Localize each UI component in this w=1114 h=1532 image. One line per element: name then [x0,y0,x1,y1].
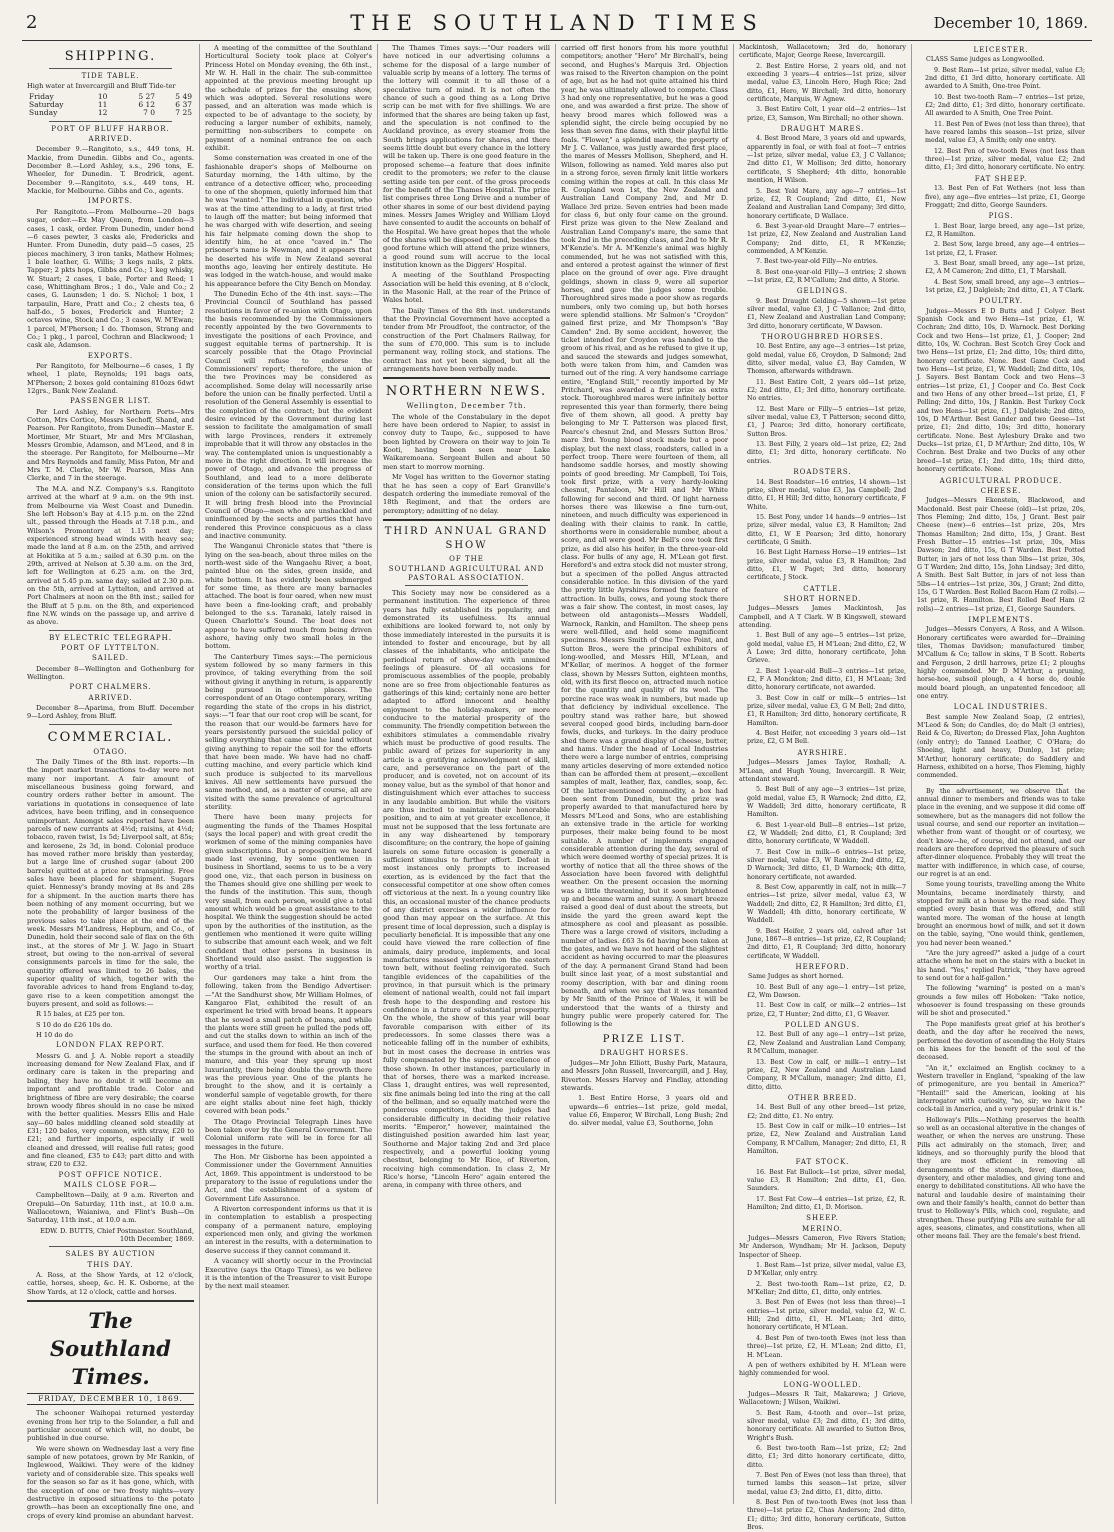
geldings-heading: GELDINGS. [796,287,849,296]
leader-dateline: FRIDAY, DECEMBER 10, 1869. [27,1393,194,1405]
post-office-heading: POST OFFICE NOTICE. [58,1170,163,1179]
draught-mares-heading: DRAUGHT MARES. [780,125,865,134]
prize-item: 4. Best Sow, small breed, any age—3 entries—1st prize, £2, J Dalgleish; 2nd ditto, £1, A T Clark. [925,278,1085,294]
article-paragraph: The Wanganui Chronicle states that "there is lying on the sea-beach, about three miles on the north-west side of the Wangaehu River, a boat, painted blue on the sides, green inside, and white bottom. It has evidently been submerged for some time, as there are many barnacles attached. The boat is four oared, when new must have been a fine-looking craft, and probably belonged to the s.s. Taranaki, lately raised in Queen Charlotte's Sound. The boat does not appear to have suffered much from being driven ashore, having only two small holes in the bottom. [205,542,372,651]
prize-item: 11. Best Pen of Ewes (not less than three), that have reared lambs this season—1st prize, silver medal, value £3, A Smith; only one entry. [925,120,1085,145]
prize-item: 10. Best Entire, any age—3 entries—1st prize, gold medal, value £6, Croydon, D Salmond; 2nd ditto, silver medal, value £3, Bay Camden, W Thomson, afterwards withdrawn. [747,343,906,376]
prize-item: 4. Best Pen of two-tooth Ewes (not less than three)—1st prize, £2, H. M'Lean; 2nd ditto, £1, H. M'Lean. [747,1334,906,1359]
sailed-heading: SAILED. [92,654,129,663]
column-6 [912,44,1090,1504]
otago-heading: OTAGO. [93,747,128,756]
sales-text: A. Ross, at the Show Yards, at 12 o'clock, cattle, horses, sheep, &c. H. K. Osborne, at the Show Yards, at 12 o'clock, cattle and horses. [27,1271,194,1296]
tide-intro: High water at Invercargill and Bluff Tide-ter [27,82,176,91]
fat-sheep-heading: FAT SHEEP. [974,174,1028,183]
prize-item: 5. Best Ram, 4-tooth and over—1st prize, silver medal, value £3; 2nd ditto, £1; 3rd ditto, honorary certificate. All awarded to Sutton Bros, Wright's Bush. [747,1409,906,1442]
polled-angus-heading: POLLED ANGUS. [784,1021,861,1030]
judges-text: Judges—Messrs James Mackintosh, Jas Campbell, and A T Clark. W B Kingswell, steward attending. [739,605,906,629]
pigs-heading: PIGS. [988,212,1014,221]
commercial-heading: COMMERCIAL. [47,729,174,745]
prize-item: 9. Best Draught Gelding—5 shown—1st prize silver medal, value £3, J C Vallance; 2nd ditto, £1, New Zealand and Australian Land Company; 3rd ditto, honorary certificate, W Dawson. [747,297,906,330]
newspaper-title: THE SOUTHLAND TIMES [350,11,764,35]
prize-item: 5. Best Yeld Mare, any age—7 entries—1st prize, £2, R Coupland; 2nd ditto, £1, New Zealand and Australian Land Company; 3rd ditto, honorary certificate, D Wallace. [747,187,906,220]
prize-item: 6. Best 3-year-old Draught Mare—7 entries—1st prize, £2, New Zealand and Australian Land Company; 2nd ditto, £1, R M'Kenzie; commended, A M'Kenzie. [747,222,906,255]
prize-item: 1. Best Boar, large breed, any age—1st prize, £2, R Hamilton. [925,222,1085,238]
prize-item: 16. Best Light Harness Horse—19 entries—1st prize, silver medal, value £3, R Hamilton; 2nd ditto, £1, W Paget; 3rd ditto, honorary certificate, J Stock. [747,549,906,582]
masthead [22,6,1092,41]
article-paragraph: The Hon. Mr Gisborne has been appointed a Commissioner under the Government Annuities Act, 1869. This appointment is understood to be preparatory to the issue of regulations under the Act, and the establishment of a system of Government Life Assurance. [205,1153,372,1203]
leader-paragraph: The schooner Waihopai returned yesterday evening from her trip to the Solander, a full and particular account of which will, no doubt, be published in due course. [27,1409,194,1443]
page-number: 2 [26,12,38,33]
prize-item: 11. Best Entire Colt, 2 years old—1st prize, £2; 2nd ditto, £1; 3rd ditto, honorary certificate. No entries. [747,378,906,403]
port-bluff-heading: PORT OF BLUFF HARBOR. [51,124,170,133]
prize-item: 1. Best Bull of any age—5 entries—1st prize, gold medal, value £5, H M'Lean; 2nd ditto, £2, W A Lowe; 3rd ditto, honorary certificate, John Grieve. [747,632,906,665]
flax-line: S 10 do do £26 10s do. [36,1020,113,1029]
flax-line: H 10 do do [36,1031,73,1040]
mails-heading: MAILS CLOSE FOR— [63,1180,158,1189]
prize-item: 11. Best Cow in calf, or milk—2 entries—1st prize, £2, T Hunter; 2nd ditto, £1, G Weaver. [747,1002,906,1018]
column-1 [22,44,200,1520]
london-flax-heading: LONDON FLAX REPORT. [56,1041,165,1050]
prize-item: 3. Best Boar, small breed, any age—1st prize, £2, A M Cameron; 2nd ditto, £1, T Marshall. [925,259,1085,276]
post-office-text: Campbelltown—Daily, at 9 a.m. Riverton and Orepuki—On Saturday, 11th inst., at 10.0 a.m. Wallacetown, Waianiwa, and Flint's Bush—On Saturday, 11th inst., at 10.0 a.m. [27,1191,194,1225]
chalmers-heading: PORT CHALMERS. [69,683,152,692]
prize-item: 4. Best Heifer, not exceeding 3 years old—1st prize, £2, G M Bell. [747,730,906,746]
article-paragraph: The following "warning" is posted on a man's grounds a few miles off Hoboken: "Take notice, whosoever is found trespassing on these grounds will be shot and prosecuted." [917,985,1085,1018]
prize-list-heading: PRIZE LIST. [602,1033,687,1045]
prize-item: 1. Best Entire Horse, 3 years old and upwards—6 entries—1st prize, gold medal, value £6, Emperor, W Birchall, Long Bush; 2nd do. silver medal, value £3, Southorne, John [569,1094,728,1128]
article-paragraph: The whole of the Constabulary in the depot here have been ordered to Napier, to assist in convoy duty to Taupo, &c., supposed to have been lighted by Crowera on their way to join Te Kooti, having been seen near Lake Waikaremoana. Sergeant Bullen and about 50 men start to morrow morning. [383,412,550,471]
other-breed-heading: OTHER BREED. [787,1093,858,1102]
telegraph-heading: BY ELECTRIC TELEGRAPH. [49,633,172,642]
article-paragraph: "Are the jury agreed?" asked a judge of a court attache whom he met on the stairs with a bucket in his hand. "Yes," replied Patrick, "they have agreed to send out for a half-gallon." [917,950,1085,983]
local-industries-text: Best sample New Zealand Soap, (2 entries), M'Leod & Son; do Candles, do; do Malt (3 entries), Reid & Co, Riverton; do Dressed Flax, John Aughton (only entry); do Tanned Leather, C O'Hara; do Shoeing, light and heavy, Dunlop, 1st prize; M'Arthur, honorary certificate; do Saddlery and Harness, exhibited on a horse, Thos Fleming, highly commended. [917,713,1085,780]
agricultural-produce-heading: AGRICULTURAL PRODUCE. [939,476,1063,485]
prize-item: 7. Best Cow in milk—6 entries—1st prize, silver medal, value £3, W Rankin; 2nd ditto, £2, D Warnock; 3rd ditto, £1, D Warnock; 4th ditto, honorary certificate, not awarded. [747,848,906,881]
prize-item: 12. Best Pen of two-tooth Ewes (not less than three)—1st prize, silver medal, value £2; 2nd ditto, £1; 3rd ditto, honorary certificate. No entry. [925,147,1085,172]
article-paragraph: A Riverton correspondent informs us that it is in contemplation to establish a prospecting company of a permanent nature, employing experienced men only, and giving the workmen an interest in the results, with a determination to deserve success if they cannot command it. [205,1205,372,1255]
article-paragraph: The Dunedin Echo of the 4th inst. says:—The Provincial Council of Southland has passed resolutions in favor of re-union with Otago, upon the basis recommended by the Commissioners recently appointed by the two Governments to investigate the positions of each Province, and suggest equitable terms of partnership. It is scarcely possible that the Otago Provincial Council will refuse to endorse the Commissioners' report; therefore, the union of the two Provinces may be considered as accomplished. Some delay will necessarily arise before the union can be finally perfected. Until a resolution of the General Assembly is essential to the completion of the contract; but the evident desire evinced by the Government during last session to facilitate the amalgamation of small with large Provinces, renders it extremely improbable that it will throw any obstacles in the way. The contemplated union is unquestionably a move in the right direction. It will increase the power of Otago, and advance the progress of Southland, and lead to a more deliberate consideration of the terms upon which the full union of the colony can be satisfactorily secured. It will bring fresh blood into the Provincial Council of Otago—men who are unshackled and uninfluenced by the sects and parties that have rendered this Province conspicuous as a class and inactive community. [205,289,372,540]
article-paragraph: Mr Vogel has written to the Governor stating that he has seen a copy of Earl Granville's despatch ordering the immediate removal of the 18th Regiment, and that the orders are peremptory; admitting of no delay. [383,473,550,515]
judges-text: Same Judges as short horned. [748,973,844,981]
arrived-heading-2: ARRIVED. [88,693,133,702]
exports-text: Per Rangitoto, for Melbourne—6 cases, 1 fly wheel, 1 plate, Reynolds; 191 bags oats, M'Pherson; 2 boxes gold containing 810ozs 6dwt 12grs., Bank New Zealand. [27,362,194,396]
column-2 [200,44,378,1504]
prize-item: 7. Best Pen of Ewes (not less than three), that turned lambs this season—1st prize, silver medal, value £3; 2nd ditto, £1, ditto, ditto. [747,1471,906,1496]
prize-item: 10. Best two-tooth Ram—7 entries—1st prize, £2; 2nd ditto, £1; 3rd ditto, honorary certificate. All awarded to A Smith, One Tree Point. [925,93,1085,118]
tide-heading: TIDE TABLE. [81,72,140,80]
prize-item: 13. Best Cow in calf, or milk—1 entry—1st prize, £2, New Zealand and Australian Land Company, R M'Callum, manager; 2nd ditto, £1, ditto, ditto. [747,1058,906,1091]
prize-item: 9. Best Ram—1st prize, silver medal, value £3; 2nd ditto, £1 3rd ditto, honorary certificate. All awarded to A Smith, One-tree Point. [925,66,1085,91]
judges-text: Judges—Mr John Elliott, Bushy Park, Mataura, and Messrs John Russell, Invercargill, and J. Hay, Riverton. Messrs Harvey and Findlay, attending stewards. [561,1058,728,1092]
roadsters-heading: ROADSTERS. [793,468,852,477]
prize-item: 3. Best Pen of Ewes (not less than three)—1 entries—1st prize, silver medal, value £2, W. C. Hill; 2nd ditto, £1, H. M'Lean; 3rd ditto, honorary certificate, H M'Lean. [747,1299,906,1332]
fat-stock-heading: FAT STOCK. [795,1158,850,1167]
prize-item: 6. Best 1-year-old Bull—8 entries—1st prize, £2, W Waddell; 2nd ditto, £1, R Coupland; 3rd ditto, honorary certificate, W Waddell. [747,821,906,846]
prize-item: 2. Best 1-year-old Bull—3 entries—1st prize, £2, F A Monckton; 2nd ditto, £1, H M'Lean; 3rd ditto, honorary certificate, not awarded. [747,667,906,692]
show-of-the: OF THE [449,554,484,563]
local-industries-heading: LOCAL INDUSTRIES. [953,703,1049,712]
show-heading: THIRD ANNUAL GRAND SHOW [384,525,549,551]
implements-heading: IMPLEMENTS. [968,616,1034,624]
lyttelton-heading: PORT OF LYTTELTON. [60,644,161,652]
article-paragraph: The Daily Times of the 8th inst. understands that the Provincial Government have accepted a tender from Mr Proudfoot, the contractor, of the construction of the Port Chalmers Railway, for the sum of £70,000. This sum is to include permanent way, rolling stock, and stations. The contract has not yet been signed, but all the arrangements have been verbally made. [383,306,550,374]
table-row: Saturday 11 6 12 6 37 [29,100,192,110]
prize-item: 12. Best Bull of any age—1 entry—1st prize, £2, New Zealand and Australian Land Company, R M'Callum, manager. [747,1031,906,1056]
tide-table [27,93,194,118]
prize-item: 17. Best Fat Cow—4 entries—1st prize, £2, R. Hamilton; 2nd ditto, £1, D. Morison. [747,1195,906,1211]
prize-item: 14. Best Roadster—16 entries, 14 shown—1st prize, silver medal, value £3, Jas Campbell; 2nd ditto, £1, H Hill; 3rd ditto, honorary certificate, F White. [747,478,906,511]
prize-item: 7. Best two-year-old Filly—No entries. [756,258,878,266]
lyttelton-text: December 8—Wellington and Gothenburg for Wellington. [27,664,194,682]
cheese-text: Judges—Messrs Ekenstein, Blackwood, and Macdonald. Best pair Cheese (old)—1st prize, 20s, Thos Fleming; 2nd ditto, 15s, J Grant. Best pair Cheese (new)—6 entries—1st prize, 20s, Mrs Thomas Hamilton; 2nd ditto, 15s, J Grant. Best Fresh Butter—15 entries—1st prize, 30s, Miss Dawson; 2nd ditto, 15s, G T Warden. Best Potted Butter, in jars of not less than 5lbs—1st prize, 30s, G T Warden; 2nd ditto, 15s, John Lindsay; 3rd ditto, A Smith. Best Salt Butter, in jars of not less than 5lbs—14 entries—1st prize, 30s, J Grant; 2nd ditto, 15s, G T Warden. Best Rolled Bacon Ham (2 rolls).—1st prize, R. Hamilton. Best Rolled Beef Ham (2 rolls)—2 entries—1st prize, £1, George Saunders. [917,497,1085,613]
shorthorn-heading: SHORT HORNED. [783,594,862,603]
cattle-heading: CATTLE. [803,584,842,593]
post-office-signature: EDW. D. BUTTS, Chief Postmaster. Southland, 10th December, 1869. [40,1226,194,1243]
article-paragraph: This Society may now be considered as a permanent institution. The experience of three years has fully established its popularity, and demonstrated its usefulness. Its annual exhibitions are looked forward to, not only by those immediately interested in the pursuits it is intended to foster and encourage, but by all classes of the inhabitants, who anticipate the periodical return of show-day with unmixed feelings of pleasure. Of all occasions for promiscuous assemblies of the people, probably none are so free from objectionable features as gatherings of this kind; certainly none are better adapted to afford innocent and healthy enjoyment to the holiday-makers, or more conducive to the material prosperity of the community. The friendly competition between the exhibitors stimulates a commendable rivalry which must be productive of good results. The public award of prizes for superiority in any article is a gratifying acknowledgment of skill, care, and perseverance on the part of the producer, and is coveted, not on account of its money value, but as the symbol of that honor and distinguishment which ever attaches to success in any laudable ambition. But while the visitors are thus incited to maintain their honorable position, and to aim at yet greater excellence, it must not be supposed that the less fortunate are in any way disheartened by temporary discomfiture; on the contrary, the hope of gaining laurels on some future occasion is generally a sufficient stimulus to further effort. Defeat in most instances only prompts to increased exertion, as is evidenced by the fact that the consecessful competitor at one show often comes off victorious at the next. In a young country like this, an occasional muster of the chance products of any district exercises a wider influence for good than may appear on the surface. At this present time of local depression, such a display is peculiarly beneficial. It is impossible that any one could have viewed the rare collection of fine animals, dairy produce, implements, and local manufactures massed yesterday on the eastern town belt, without feeling reinvigorated. Such tangible evidences of the capabilities of the province, in that pursuit which is the primary element of national wealth, could not fail impart fresh hope to the desponding and restore his confidence in a future of substantial prosperity. On the whole, the show of this year will bear favorable comparison with either of its predecessors. In some classes there was a noticeable falling off in the number of exhibits, but in most cases the decrease in entries was fully compensated by the superior excellence of those shown. In other instances, particularly in that of horses, there was a marked increase. Class 1, draught entires, was well represented, six fine animals being led into the ring at the call of the bellman, and so equally matched were the ponderous competitors, that the judges had considerable difficulty in deciding their relative merits. "Emperor," however, maintained the distinguished position awarded him last year, Southorne and Major taking 2nd and 3rd place respectively, and a powerful looking young chestnut, belonging to Mr Rice, of Riverton, receiving high commendation. In class 2, Mr Rice's horse, "Lincoln Hero" again entered the arena, in company with three others, and [383,588,550,1190]
prize-item: 5. Best Bull of any age—3 entries—1st prize, gold medal, value £5, R Warnock; 2nd ditto, £2, W Waddell; 3rd ditto, honorary certificate, R Hamilton. [747,786,906,819]
article-paragraph: Holloway's Pills.—Nothing preserves the health so well as an occasional alterative in the changes of weather, or when the nerves are unstrung. These Pills act admirably on the stomach, liver, and kidneys, and so thoroughly purify the blood that they are most efficient in removing all derangements of the stomach, fever, diarrhoea, dysentery, and other maladies, and giving tone and energy to debilitated constitutions. All who have the natural and laudable desire of maintaining their own and their family's health, cannot do better than trust to Holloway's Pills, which cool, regulate, and strengthen. These purifying Pills are suitable for all ages, seasons, climates, and constitutions, when all other means fail. They are the female's best friend. [917,1116,1085,1241]
hereford-heading: HEREFORD. [795,963,850,972]
association-name: SOUTHLAND AGRICULTURAL AND PASTORAL ASSOCIATION. [388,565,545,582]
columns [22,44,1092,1532]
article-paragraph: The Otago Provincial Telegraph Lines have been taken over by the General Government. The Colonial uniform rate will be in force for all messages in the future. [205,1117,372,1151]
article-paragraph: The Thames Times says:—"Our readers will have noticed in our advertising columns a scheme for the disposal of a large number of valuable scrip by means of a lottery. The terms of the lottery will commit it to all those of a speculative turn of mind. It is not often the chance of such a good thing as a Long Drive scrip can be met with for five shillings. We are informed that the shares are being taken up fast, and the speculation is not confined to the Auckland province, as every steamer from the South brings applications for shares, and there seems little doubt but every chance in the lottery will be taken up. There is one good feature in the proposed scheme—a feature that does infinite credit to the promoters; we refer to the clause setting aside ten per cent. of the gross proceeds for the benefit of the Thames Hospital. The prize list comprises three Long Drive and a number of other shares in some of our best dividend paying mines. Messrs James Wrigley and William Lloyd have consented to audit the accounts on behalf of the Hospital. We have great hopes that the whole of the shares will be disposed of, and, besides the good fortune which will attend the prize winners, a good round sum will accrue to the local institution known as the Diggers' Hospital. [383,44,550,269]
article-paragraph: "An it," exclaimed an English cockney to a Western traveller in England, "speaking of the law of primogeniture, are you bentail in America?" "Hentail!" said the American, looking at his interrogator with curiosity, "no, sir; we have the cock-tail in America, and a very popular drink it is." [917,1064,1085,1114]
flax-line: R 15 bales, at £25 per ton. [36,1010,125,1019]
column-4 [556,44,734,1504]
london-flax-report: Messrs G. and J. A. Noble report a steadily increasing demand for New Zealand Flax, and if ordinary care is taken in the preparing and baling, they have no doubt it will become an important and profitable trade. Color and brightness of fibre are very desirable; the coarse brown woody fibres should in no case be mixed with the better qualities. Messrs Ellis and Hale say—60 bales middling cleaned sold steadily at £31; 120 bales, very common, with straw, £20 to £21; and further imports, especially if well cleaned and dressed, will realise full rates; good and fine cleaned, £35 to £43; part ditto and with straw, £20 to £32. [27,1051,194,1169]
passengers-text: Per Lord Ashley, for Northern Ports—Mrs Cotton, Mrs Cortice, Messrs Sechoff, Shand, and Pearson. Per Rangitoto, from Dunedin—Master E. Mortimer, Mr Stuart, Mr and Mrs M'Glashan, Messrs Grombie, Adamson, and M'Leod, and 8 in the steerage. Per Rangitoto, for Melbourne—Mr and Mrs Reynolds and family, Miss Paton, Mr and Mrs T. M. Clerke, Mr W. Pearson, Miss Ann Clerke, and 7 in the steerage. [27,407,194,483]
prize-item: 3. Best Entire Colt, 1 year old—2 entries—1st prize, £3, Samson, Wm Birchall; no other shown. [747,106,906,122]
prize-item: 16. Best Fat Bullock—1st prize, silver medal, value £3, R Hamilton; 2nd ditto, £1, Geo. Saunders. [747,1168,906,1193]
article-paragraph: Some consternation was created in one of the fashionable draper's shops of Melbourne on Saturday morning, the 14th ultimo, by the entrance of a detective officer, who, proceeding to one of the shopmen, quietly informed him that he was "wanted." The individual in question, who was at the time attending to a lady, at first tried to laugh off the matter; but being informed that he was charged with wife desertion, and seeing his fair helpmate coming down the shop to identify him, he at once "caved in." The prisoner's name is Newman, and it appears that he deserted his wife in New Zealand several months ago, leaving her entirely destitute. He was lodged in the watch-house, and would make his appearance before the City Bench on Monday. [205,154,372,288]
arrived-heading: ARRIVED. [88,135,133,144]
prize-item: 8. Best Pen of two-tooth Ewes (not less than three)—1st prize £2, Chas Anderson; 2nd ditto, £1; ditto; 3rd ditto, honorary certificate, Sutton Bros. [747,1499,906,1532]
issue-date: December 10, 1869. [933,14,1088,32]
prize-item: 2. Best Entire Horse, 2 years old, and not exceeding 3 years—4 entries—1st prize, silver medal, value £3, Lincoln Hero, Hugh Rice; 2nd ditto, £1, Hero, W Birchall; 3rd ditto, honorary certificate, Marquis, W Agnew. [747,62,906,104]
prize-item: 15. Best Cow in calf or milk—10 entries—1st prize, £2, New Zealand and Australian Land Company, R M'Callum, Manager; 2nd ditto, £1, R Hamilton. [747,1122,906,1155]
thoroughbred-heading: THOROUGHBRED HORSES. [761,333,884,341]
prize-item: 6. Best two-tooth Ram—1st prize, £2; 2nd ditto, £1; 3rd ditto honorary certificate, ditto, ditto. [747,1444,906,1469]
otago-report: The Daily Times of the 8th inst. reports:—In the import market transactions to-day were not many nor important. A fair amount of miscellaneous business going forward, and country orders rather better in amount. The variations in quotations in consequence of late advices, have been trifling, and in consequence unimportant. Amongst sales reported have been parcels of new currants at 4½d; raisins, at 4½d; tobacco, raven twist, 1s 5d; Liverpool salt, at 85s; and kerosene, 2s 3d, in bond. Colonial produce has moved rather more briskly than yesterday, but a large line of crushed sugar (about 200 barrels) quitted at a price not transpiring. Free sales have been placed for shipment. Sugars quiet. Hennessy's brandy moving at 8s and 28s for a shipment. In the auction marts there has been nothing of any moment occurring, but we note the probability of larger business of the previous sales to take place at the end of the week. Messrs M'Landress, Hepburn, and Co., of Dunedin, held their second sale of flax on the 6th inst., at the stores of Mr J. W. Jago in Stuart street, but owing to the non-arrival of several consignments parcels in time for the sale, the quantity offered was limited to 26 bales, the superior quality of which, together with the favorable advices to hand from England to-day, gave rise to a keen competition amongst the buyers present, and sold as follows:— [27,758,194,1009]
merino-heading: MERINO. [802,1224,843,1233]
prize-item: 14. Best Bull of any other breed—1st prize, £2; 2nd ditto, £1. No entry. [747,1104,906,1120]
wellington-dateline: Wellington, December 7th. [406,402,527,411]
shipping-heading: SHIPPING. [64,49,157,64]
longwool-heading: LONG-WOOLLED. [783,1380,862,1389]
prize-item: 2. Best two-tooth Ram—1st prize, £2, D. M'Kellar; 2nd ditto, £1, ditto, only entries. [747,1280,906,1297]
article-paragraph: A vacancy will shortly occur in the Provincial Executive (says the Otago Times), as we believe it is the intention of the Treasurer to visit Europe by the next mail steamer. [205,1257,372,1291]
rangitoto-report: The M.A. and N.Z. Company's s.s. Rangitoto arrived at the wharf at 9 a.m. on the 9th inst. from Melbourne via West Coast and Dunedin. She left Hobson's Bay at 4.15 p.m. on the 22nd ult., passed through the Heads at 7.18 p.m., and Wilson's Promontory at 1.15 next day; experienced strong head winds with heavy sea; made the land at 8 a.m. on the 25th, and arrived at Hokitika at 5 a.m.; sailed at 6.30 p.m. on the 29th, arrived at Nelson at 5.30 a.m. on the 3rd, left for Wellington at 6.25 a.m. on the 3rd, arrived at 5.45 p.m. same day; sailed at 2.30 p.m. on the 5th, arrived at Lyttelton, and arrived at Port Chalmers at noon on the 8th inst.; sailed for the Bluff at 5 p.m. on the 8th, and experienced fine N.W. winds on the passage up, and arrive d as above. [27,484,194,627]
chalmers-text: December 8—Aparima, from Bluff. December 9—Lord Ashley, from Bluff. [27,704,194,721]
prize-item: 2. Best Sow, large breed, any age—4 entries—1st prize, £2, L Fraser. [925,241,1085,257]
implements-text: Judges—Messrs Conyers, A Ross, and A Wilson. Honorary certificates were awarded for—Draining tiles, Thomas Davidson; manufactured timber, M'Callum & Co; tallow in skins, T B Scott. Roberts and Ferguson, 2 drill harrows, prize £1; 2 ploughs highly commended. Mr D M'Arthur, a pruning, horse-hoe, subsoil plough, a 4 horse do, double mould board plough, an unpatented fencedoor, all one entry. [917,626,1085,701]
prize-item: 13. Best Pen of Fat Wethers (not less than five), any age—five entries—1st prize, £1, George Froggatt; 2nd ditto, George Saunders. [925,185,1085,209]
prize-item: 8. Best one-year-old Filly—3 entries; 2 shown—1st prize, £2, R M'Callum; 2nd ditto, A Storie. [747,268,906,284]
sheep-heading: SHEEP. [806,1214,839,1223]
exports-heading: EXPORTS. [87,351,134,360]
poultry-heading: POULTRY. [978,297,1024,306]
table-row: Sunday 12 7 0 7 25 [29,108,192,118]
judges-text: CLASS Same judges as Longwoolled. [926,56,1045,64]
column-5 [734,44,912,1532]
draught-horses-heading: DRAUGHT HORSES. [599,1048,690,1057]
imports-heading: IMPORTS. [88,197,133,206]
prize-item: 13. Best Filly, 2 years old—1st prize, £2; 2nd ditto, £1; 3rd ditto, honorary certificate. No entries. [747,441,906,465]
prize-item: Mackintosh, Wallacetown; 3rd do, honorary certificate, Major, George Reese, Invercargill. [739,44,906,60]
northern-news-heading: NORTHERN NEWS. [385,384,548,400]
arrived-text: December 9.—Rangitoto, s.s., 449 tons, H. Mackie, from Dunedin. Gibbs and Co., agents. December 8.—Lord Ashley, s.s., 296 tons, E. Wheeler, for Dunedin. T. Brodrick, agent. December 9.—Rangitoto, s.s., 449 tons, H. Mackie, for Melbourne. Gibbs and Co., agents. [27,145,194,196]
judges-text: Judges—Messrs Cameron, Five Rivers Station; Mr Anderson, Wyndham; Mr H. Jackson, Deputy Inspector of Sheep. [739,1235,906,1259]
passengers-heading: PASSENGER LIST. [69,397,152,406]
prize-item: 1. Best Ram—1st prize, silver medal, value £3, D M'Kellar, only entry. [747,1262,906,1278]
prize-item: 12. Best Mare or Filly—5 entries—1st prize, silver medal, value £3, T Patterson; second ditto, £1, J Pearce; 3rd ditto, honorary certificate, Sutton Bros. [747,405,906,438]
article-paragraph: A meeting of the Southland Prospecting Association will be held this evening, at 8 o'clock, in the Masonic Hall, at the rear of the Prince of Wales hotel. [383,271,550,305]
article-paragraph: A meeting of the committee of the Southland Horticultural Society took place at Colyer's Princess Hotel on Monday evening, the 6th inst., Mr W. H. Hall in the chair. The sub-committee appointed at the previous meeting brought up the schedule of prizes for the ensuing show, which was adopted. Several resolutions were passed, and an alteration was made which is expected to be of advantage to the society, by reducing a larger number of exhibits, namely, permitting non-subscribers to compete on payment of a nominal entrance fee on each exhibit. [205,44,372,153]
prize-item: 10. Best Bull of any age—1 entry—1st prize, £2, Wm Dawson. [747,983,906,1000]
blackletter-title: The Southland Times. [50,1308,171,1390]
prize-item: 3. Best Cow in calf or milk—5 entries—1st prize, silver medal, value £3, G M Bell; 2nd ditto, £1, R Hamilton; 3rd ditto, honorary certificate, R Hamilton. [747,694,906,727]
article-paragraph: The Canterbury Times says:—The pernicious system followed by so many farmers in this province, of taking everything from the soil without giving it anything in return, is apparently being pursued in other places. The correspondent of an Otago contemporary, writing regarding the state of the crops in his district, says:—"I fear that our root crop will be scant, for the reason that our would-be farmers have for years persistently pursued the suicidal policy of selling everything that came off the land without giving anything to repair the soil for the efforts that have been made. We have had no chaff-cutting machine, and every particle which kind such produce is subjected to its marvellous knives. All new settlements have pursued the same method, and, as a matter of course, all are visited with the same prevalence of agricultural sterility. [205,652,372,811]
prize-item: 8. Best Cow, apparently in calf, not in milk—7 entries—1st prize, silver medal, value £3, W Waddell; 2nd ditto, £2, R Hamilton; 3rd ditto, £1, W Waddell; 4th ditto, honorary certificate, W Waddell. [747,883,906,925]
ayrshire-heading: AYRSHIRE. [797,748,848,757]
cheese-heading: CHEESE. [980,486,1022,495]
prize-item: 15. Best Pony, under 14 hands—9 entries—1st prize, silver medal, value £3, R Hamilton; 2nd ditto, £1, W E Pearson; 3rd ditto, honorary certificate, G Smith. [747,513,906,546]
column-3 [378,44,556,1504]
poultry-text: Judges—Messrs E D Butts and J Colyer. Best Spanish Cock and two Hens—1st prize, £1, W. Cochran; 2nd ditto, 10s, D. Warnock. Best Dorking Cock and two Hens—1st prize, £1, J. Cooper; 2nd ditto, 10s, W. Cochran. Best Scotch Grey Cock and two Hens—1st prize, £1; 2nd ditto, 10s; third ditto, honorary certificate. None. Best Game Cock and two Hens—1st prize, £1, W. Waddell; 2nd ditto, 10s, J. Sayers. Best Bantam Cock and two Hens—3 entries—1st prize, £1, J Cooper and Co. Best Cock and two Hens of any other breed—1st prize, £1, F Pelling; 2nd ditto, 10s, J Rankin. Best Turkey Cock and two Hens—1st prize, £1, J Dalgleish; 2nd ditto, 10s, D M'Arthur. Best Gander and two Geese—1st prize, £1; 2nd ditto, 10s; 3rd ditto, honorary certificate. None. Best Aylesbury Drake and two Ducks—1st prize, £1, D M'Arthur; 2nd ditto, 10s, W Cochran. Best Drake and two Ducks of any other breed—1st prize, £1; 2nd ditto, 10s; third ditto, honorary certificate. None. [917,307,1085,474]
article-paragraph: There have been many projects for augmenting the funds of the Thames Hospital (says the local paper) and with great credit the workmen of some of the mining companies have given subscriptions. But a proposition we heard made last evening, by some gentlemen in business in Shortland, seems to us to be a very good one, viz., that each person in business on the Thames should give one shilling per week to the funds of the institution. This sum, though very small, from each person, would give a total amount which would be a great assistance to the hospital. We think the suggestion should be acted upon by the authorities of the institution, as the gentlemen who mentioned it were quite willing to subscribe that amount each week, and we felt confident that other persons in business in Shortland would also assist. The suggestion is worthy of a trial. [205,813,372,972]
leicester-heading: LEICESTER. [973,46,1029,54]
prize-item: 4. Best Brood Mare, 3 years old and upwards, apparently in foal, or with foal at foot—7 entries—1st prize, silver medal, value £3, J C Vallance; 2nd ditto £1, W Mollison; 3rd ditto, honorary certificate, S Shepherd; 4th ditto, honorable mention, H Wilson. [747,135,906,185]
article-paragraph: The Pope manifests great grief at his brother's death, and the day after he received the news, performed the devotion of ascending the Holy Stairs on his knees for the benefit of the soul of the deceased. [917,1020,1086,1062]
prize-item: 9. Best Heifer, 2 years old, calved after 1st June, 1867—8 entries—1st prize, £2, R Coupland; 2nd ditto, £1, R Coupland; 3rd ditto, honorary certificate, W Waddell. [747,927,906,960]
judges-text: Judges—Messrs R Tait, Makarewa; J Grieve, Wallacetown; J Wilson, Waikiwi. [739,1390,906,1407]
table-row: Friday 10 5 27 5 49 [29,91,192,101]
article-paragraph: By the advertisement, we observe that the annual dinner to members and friends was to take place in the evening, and we suppose it did come off somewhere, but as the managers did not follow the usual course, and send our reporter an invitation—whether from want of thought or of courtesy, we don't know—he, of course, did not attend, and our readers are therefore deprived the pleasure of such after-dinner eloquence. Probably they will treat the matter with indifference, in which case, of course, our regret is at an end. [917,787,1085,878]
merino-note: A pen of wethers exhibited by H. M'Lean were highly commended for wool. [739,1361,906,1378]
judges-text: Judges—Messrs James Taylor, Roxhall; A. M'Lean, and Hugh Young, Invercargill. R Weir, attendant steward. [739,759,906,783]
article-paragraph: carried off first honors from his more youthful competitors; another "Hero" Mr Birchall's, being second, and Hughes's Marquis 3rd. Objection was raised to the Riverton champion on the point of age, but as he had not quite attained his third year, he was ultimately allowed to compete. Class 3 had only one representative, but he was a good one, and was awarded a first prize. The show of heavy brood mares which followed was a splendid sight, the circle being occupied by no less than seven fine dams, with their playful little foals. "Flower," a splendid mare, the property of Mr J. C. Vallance, was justly awarded first place, the mares of Messrs Mollison, Shepherd, and H. Wilson, following as named. Yeld mares also put in a strong force, seven firmly knit little workers coming within the ropes at call. In this class Mr R. Coupland won 1st, the New Zealand and Australian Land Company 2nd, and Mr D. Wallace 3rd prize. Seven entries had been made for class 6, but only four came on the ground. First prize was given to the New Zealand and Australian Land Company's mare, the same that took 2nd in the preceding class, and 2nd to Mr R. M'Kenzie's. Mr A. M'Kenzie's animal was highly commended, but he was not satisfied with this, and entered a protest against the winner of first place on the ground of over age. Five draught geldings, shown in class 9, were all superior horses, and gave the judges some trouble. Thoroughbred sires made a poor show as regards numbers, only two coming up, but both horses were splendid stallions. Mr Salmon's "Croydon" gained first prize, and Mr Thompson's "Bay Camden" 2nd. By some accident, however, the ticket intended for Croydon was handed to the groom of his rival, and as he refused to give it up, and sauced the stewards and judges somewhat, both were taken from him, and Camden was turned out of the ring. A very handsome carriage entire, "England Still," recently imported by Mr Pritchard, was awarded a first prize as extra stock. Thoroughbred mares were infinitely better represented this year than formerly, there being five of them shown, all good. A pretty bay belonging to Mr T. Patterson was placed first, Pearce's chesnut 2nd, and Messrs Sutton Bros.' mare 3rd. Young blood stock made but a poor display, but the next class, roadsters, called in a perfect troop. There were fourteen of them, all handsome saddle horses, and mostly showing points of good breeding. Mr Campbell, Toi Tois, took first prize, with a very hardy-looking chesnut, Pantaloon, Mr Hill and Mr White following for second and third. Of light harness horses there was likewise a fine turn-out, nineteen, and much difficulty was experienced in dealing with their claims to rank. In cattle, shorthorns were in considerable number, about a score, and all were good. Mr Bell's cow took first prize, as did also his heifer, in the three-year-old class. For bulls of any age, H. M'Lean got first. Hereford's and extra stock did not muster strong, but a specimen of the polled Angus attracted considerable notice. In this division of the yard the pretty little Ayrshires formed the feature of attraction. In bulls, cows, and young stock there was a fair show. The contest, in most cases, lay between old antagonists—Messrs Waddell, Warnock, Rankin, and Hamilton. The sheep pens were well-filled, and held some magnificent specimens. Messrs Smith of One Tree Point, and Sutton Bros., were the principal exhibitors of long-woolled, and Messrs Hill, M'Lean, and M'Kellar, of merinos. A hogget of the former class, shown by Messrs Sutton, eighteen months, old, with its first fleece on, attracted much notice for the quantity and quality of its wool. The porcine race was weak in numbers, but made up that deficiency by individual excellence. The poultry stand was rather bare, but showed several cooped good birds, including barn-door fowls, ducks, and turkeys. In the dairy produce shed there was a grand display of cheese, butter, and hams. Under the head of Local Industries there were a large number of entries, comprising many articles deserving of more extended notice than can be afforded them at present,—excellent samples of malt, leather, flax, candles, soap, &c. Of the latter-mentioned commodity, a box had been sent from Dunedin, but the prize was properly awarded to that manufactured here by Messrs M'Leod and Sons, who are establishing an extensive trade in the article for working purposes, their make being found to be most suitable. A number of implements engaged considerable attention during the day, several of which were deemed worthy of special prizes. It is worthy of notice that all the three shows of the Association have been favored with delightful weather. On the present occasion the morning was a little threatening, but it soon brightened up and became warm and sunny. A smart breeze raised a good deal of dust about the streets, but inside the yard the green award kept the atmosphere as cool and pleasant as possible. There was a large crowd of visitors, including a number of ladies. £63 3s 6d having been taken at the gates, and we have not heard of the slightest accident as having occurred to mar the pleasures of the day. A permanent Grand Stand had been built since last year, of a most substantial and roomy description, with bar and dining room beneath, and when we say that it was tenanted by Mr Smith of the Prince of Wales, it will be understood that the wants of a thirsty and hungry public were properly catered for. The following is the [561,44,728,1029]
article-paragraph: Some young tourists, travelling among the White Mountains, became inordinately thirsty, and stopped for milk at a house by the road side. They emptied every basin that was offered, and still wanted more. The woman of the house at length brought an enormous bowl of milk, and set it down on the table, saying, "One would think, gentlemen, you had never been weaned." [917,881,1085,947]
imports-text: Per Rangitoto.—From Melbourne—20 bags sugar, order.—Ex May Queen, from London—3 cases, 1 cask, order. From Dunedin, under bond—6 cases pewter, 3 casks ale, Fredericks and Hunter. From Dunedin, duty paid—5 cases, 25 pieces machinery, 3 iron tanks, Mathew Holmes; 1 bale leather, G. Willis; 3 kegs nails, 2 pkts. Tapper; 2 pkts hops, Gibbs and Co.; 1 keg whisky, W. Stuart; 2 cases, 1 bale, Porter and Reed; 1 case, Whittingham Bros.; 1 do., Vale and Co.; 2 cases, G. Launsden; 1 do. S. Nichol; 1 box, 1 tarpaulin, Hare, Pratt and Co.; 2 chests tea, 6 half-do., 5 boxes, Frederick and Hunter; 2 octaves wine, Stock and Co.; 3 cases, W. M'Ewan; 1 parcel, M'Pherson; 1 do. Thomson, Strang and Co.; 1 pkg., 1 parcel, Cochran and Blackwood; 1 cask ale, Adamson. [27,207,194,350]
sales-heading: SALES BY AUCTION [65,1250,156,1259]
article-paragraph: Our gardeners may take a hint from the following, taken from the Bendigo Advertiser:—"At the Sandhurst show, Mr William Holmes, of Kangaroo Flat, exhibited the result of an experiment he tried with broad beans. It appears that he sowed a small patch of beans, and while the plants were still green he pulled the pods off, and cut the stalks down to within an inch of the surface, and used them for feed. He then covered the stumps in the ground with about an inch of manure, and this year they sprung up most luxuriantly, there being double the growth there was the previous year. One of the plants he brought to the show, and it is certainly a wonderful sample of vegetable growth, for there are eight stalks about nine feet high, thickly covered with bean pods." [205,973,372,1116]
this-day-heading: THIS DAY. [87,1260,134,1269]
leader-paragraph: We were shown on Wednesday last a very fine sample of new potatoes, grown by Mr Rankin, of Inglewood, Waikiwi. They were of the kidney variety and of considerable size. This speaks well for the season so far as it has gone, which, with the exception of one or two frosty nights—very destructive in exposed situations to the potato growth—has been an exceptionally fine one, and crops of every kind promise an abundant harvest. [27,1444,194,1520]
